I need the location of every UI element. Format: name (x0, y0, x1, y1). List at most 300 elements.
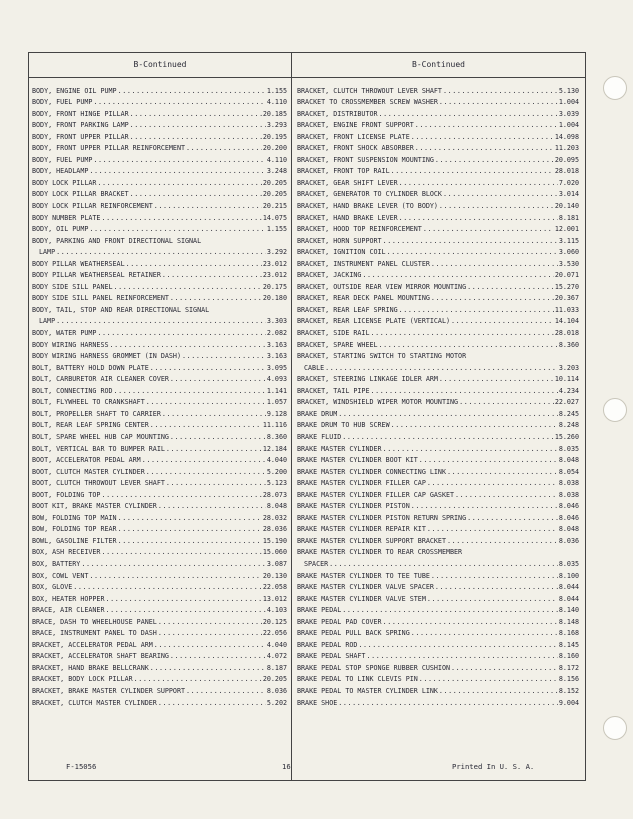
dot-leader (431, 260, 558, 268)
entry-label: BODY, FRONT PARKING LAMP (32, 121, 129, 130)
entry-number: 1.057 (266, 398, 287, 407)
index-entry (297, 83, 579, 95)
entry-number: 20.215 (262, 202, 287, 211)
dot-leader (126, 260, 262, 268)
entry-number: 22.058 (262, 583, 287, 592)
dot-leader (150, 664, 266, 672)
entry-label: BOWL, GASOLINE FILTER (32, 536, 117, 545)
dot-leader (338, 699, 558, 707)
entry-label: BRACKET, FRONT SHOCK ABSORBER (297, 144, 414, 153)
entry-number: 20.185 (262, 109, 287, 118)
dot-leader (158, 502, 266, 510)
entry-label: BRACE, INSTRUMENT PANEL TO DASH (32, 629, 157, 638)
entry-number: 14.104 (554, 317, 579, 326)
index-entry (32, 245, 287, 257)
dot-leader (467, 514, 558, 522)
dot-leader (387, 248, 558, 256)
entry-number: 9.128 (266, 409, 287, 418)
dot-leader (105, 595, 261, 603)
entry-label: BRACKET, FRONT TOP RAIL (297, 167, 390, 176)
index-entry (32, 510, 287, 522)
index-entry (297, 256, 579, 268)
dot-leader (419, 456, 558, 464)
entry-label: CABLE (304, 363, 325, 372)
entry-label: BRACKET, JACKING (297, 271, 362, 280)
entry-label: BODY LOCK PILLAR REINFORCEMENT (32, 202, 153, 211)
entry-label: BRACKET, REAR DECK PANEL MOUNTING (297, 294, 430, 303)
index-entry (32, 672, 287, 684)
entry-label: BODY SIDE SILL PANEL REINFORCEMENT (32, 294, 169, 303)
entry-label: BOLT, CONNECTING ROD (32, 386, 113, 395)
entry-number: 8.187 (266, 663, 287, 672)
index-entry (32, 499, 287, 511)
entry-label: BOX, ASH RECEIVER (32, 548, 101, 557)
entry-number: 8.181 (558, 213, 579, 222)
index-entry (297, 360, 579, 372)
index-entry (32, 418, 287, 430)
entry-number: 15.260 (554, 432, 579, 441)
index-entry (297, 245, 579, 257)
entry-number: 1.004 (558, 98, 579, 107)
index-entry (297, 198, 579, 210)
dot-leader (399, 179, 558, 187)
entry-number: 8.156 (558, 675, 579, 684)
entry-label: BODY PILLAR WEATHERSEAL (32, 259, 125, 268)
entry-label: BOX, HEATER HOPPER (32, 594, 105, 603)
dot-leader (182, 352, 266, 360)
dot-leader (399, 306, 554, 314)
dot-leader (150, 364, 266, 372)
entry-label: BODY, OIL PUMP (32, 225, 89, 234)
dot-leader (329, 560, 558, 568)
dot-leader (435, 156, 554, 164)
entry-label: BRACKET, HOOD TOP REINFORCEMENT (297, 225, 422, 234)
entry-label: BRAKE MASTER CYLINDER VALVE STEM (297, 594, 426, 603)
dot-leader (118, 514, 262, 522)
dot-leader (170, 375, 266, 383)
entry-number: 20.205 (262, 675, 287, 684)
index-entry (297, 453, 579, 465)
entry-number: 8.038 (558, 479, 579, 488)
entry-number: 15.270 (554, 282, 579, 291)
entry-number: 8.046 (558, 513, 579, 522)
entry-number: 20.200 (262, 144, 287, 153)
dot-leader (439, 98, 558, 106)
entry-number: 15.060 (262, 548, 287, 557)
entry-number: 8.172 (558, 663, 579, 672)
index-entry (32, 626, 287, 638)
index-entry (32, 291, 287, 303)
entry-label: BODY PILLAR WEATHERSEAL RETAINER (32, 271, 161, 280)
binder-hole (603, 398, 627, 422)
entry-label: BOX, COWL VENT (32, 571, 89, 580)
entry-number: 28.036 (262, 525, 287, 534)
index-entry (297, 95, 579, 107)
entry-number: 8.360 (266, 432, 287, 441)
dot-leader (114, 283, 262, 291)
entry-number: 20.180 (262, 294, 287, 303)
entry-label: BODY, ENGINE OIL PUMP (32, 86, 117, 95)
index-entry (297, 522, 579, 534)
entry-label: BRAKE PEDAL SHAFT (297, 652, 366, 661)
dot-leader (366, 652, 557, 660)
dot-leader (146, 468, 266, 476)
dot-leader (158, 629, 262, 637)
entry-number: 20.195 (262, 132, 287, 141)
index-entry (297, 429, 579, 441)
index-entry (32, 95, 287, 107)
entry-number: 11.033 (554, 305, 579, 314)
binder-hole (603, 716, 627, 740)
index-entry (32, 637, 287, 649)
entry-number: 12.001 (554, 225, 579, 234)
dot-leader (150, 421, 262, 429)
entry-number: 8.035 (558, 444, 579, 453)
entry-number: 8.148 (558, 617, 579, 626)
entry-label: BODY SIDE SILL PANEL (32, 282, 113, 291)
dot-leader (130, 121, 266, 129)
index-entry (32, 406, 287, 418)
entry-label: BRAKE DRUM (297, 409, 338, 418)
entry-label: BOOT, CLUTCH THROWOUT LEVER SHAFT (32, 479, 165, 488)
entry-number: 22.056 (262, 629, 287, 638)
dot-leader (154, 641, 266, 649)
dot-leader (415, 144, 554, 152)
dot-leader (130, 190, 262, 198)
index-entry (32, 233, 287, 245)
entry-label: BOOT KIT, BRAKE MASTER CYLINDER (32, 502, 157, 511)
entry-number: 8.046 (558, 502, 579, 511)
dot-leader (362, 271, 553, 279)
dot-leader (391, 421, 558, 429)
dot-leader (154, 202, 262, 210)
entry-number: 15.190 (262, 536, 287, 545)
entry-number: 20.140 (554, 202, 579, 211)
index-entry (297, 129, 579, 141)
column-divider (291, 53, 292, 780)
index-entry (32, 649, 287, 661)
entry-number: 4.110 (266, 98, 287, 107)
entry-label: BODY, FUEL PUMP (32, 155, 93, 164)
entry-number: 28.018 (554, 167, 579, 176)
index-entry (297, 233, 579, 245)
entry-label: BRAKE MASTER CYLINDER PISTON (297, 502, 410, 511)
entry-label: BOLT, VERTICAL BAR TO BUMPER RAIL (32, 444, 165, 453)
index-entry (297, 672, 579, 684)
dot-leader (439, 202, 554, 210)
entry-label: BRAKE PEDAL PAD COVER (297, 617, 382, 626)
dot-leader (338, 410, 558, 418)
index-entry (297, 580, 579, 592)
entry-label: BOW, FOLDING TOP REAR (32, 525, 117, 534)
entry-label: BODY, FRONT HINGE PILLAR (32, 109, 129, 118)
index-entry (32, 187, 287, 199)
entry-number: 9.004 (558, 698, 579, 707)
dot-leader (186, 144, 262, 152)
index-entry (297, 533, 579, 545)
index-entry (32, 118, 287, 130)
entry-label: BRACKET, ACCELERATOR PEDAL ARM (32, 640, 153, 649)
entry-label: BRAKE MASTER CYLINDER VALVE SPACER (297, 583, 434, 592)
index-entry (297, 510, 579, 522)
entry-number: 3.039 (558, 109, 579, 118)
dot-leader (170, 294, 262, 302)
entry-label: BRACKET, OUTSIDE REAR VIEW MIRROR MOUNTING (297, 282, 467, 291)
index-entry (297, 441, 579, 453)
index-entry (297, 349, 579, 361)
entry-number: 1.004 (558, 121, 579, 130)
index-entry (32, 210, 287, 222)
entry-label: BRACKET, STEERING LINKAGE IDLER ARM (297, 375, 438, 384)
entry-label: BRACKET, IGNITION COIL (297, 248, 386, 257)
entry-label: BRAKE MASTER CYLINDER FILLER CAP GASKET (297, 490, 455, 499)
entry-label: BRAKE PEDAL PULL BACK SPRING (297, 629, 410, 638)
entry-number: 8.036 (266, 686, 287, 695)
dot-leader (383, 618, 558, 626)
entry-label: BRACKET TO CROSSMEMBER SCREW WASHER (297, 98, 438, 107)
entry-number: 20.130 (262, 571, 287, 580)
index-entry (297, 141, 579, 153)
dot-leader (56, 248, 266, 256)
entry-number: 2.082 (266, 329, 287, 338)
entry-number: 20.205 (262, 190, 287, 199)
index-entry (297, 395, 579, 407)
entry-label: BRACKET, SPARE WHEEL (297, 340, 378, 349)
dot-leader (459, 398, 554, 406)
entry-label: BRAKE MASTER CYLINDER (297, 444, 382, 453)
dot-leader (455, 491, 558, 499)
index-table (28, 52, 586, 781)
index-entry (32, 383, 287, 395)
entry-label: BOOT, ACCELERATOR PEDAL ARM (32, 456, 141, 465)
index-entry (32, 106, 287, 118)
entry-label: BRACKET, FRONT SUSPENSION MOUNTING (297, 155, 434, 164)
index-entry (297, 499, 579, 511)
entry-label: BOLT, REAR LEAF SPRING CENTER (32, 421, 149, 430)
entry-number: 11.116 (262, 421, 287, 430)
entry-number: 3.060 (558, 248, 579, 257)
entry-number: 14.075 (262, 213, 287, 222)
index-entry (297, 268, 579, 280)
index-entry (32, 279, 287, 291)
right-column-header: B-Continued (292, 53, 585, 78)
entry-number: 8.248 (558, 421, 579, 430)
index-entry (297, 406, 579, 418)
index-entry (32, 129, 287, 141)
index-entry (297, 637, 579, 649)
dot-leader (379, 110, 558, 118)
entry-label: BRACE, DASH TO WHEELHOUSE PANEL (32, 617, 157, 626)
index-entry (32, 545, 287, 557)
entry-label: BODY, HEADLAMP (32, 167, 89, 176)
dot-leader (391, 167, 554, 175)
entry-number: 8.145 (558, 640, 579, 649)
entry-label: BRAKE MASTER CYLINDER FILLER CAP (297, 479, 426, 488)
index-entry (32, 603, 287, 615)
dot-leader (325, 364, 558, 372)
entry-label: BRACKET, TAIL PIPE (297, 386, 370, 395)
entry-number: 3.095 (266, 363, 287, 372)
entry-number: 3.530 (558, 259, 579, 268)
entry-number: 3.293 (266, 121, 287, 130)
entry-label: BOLT, PROPELLER SHAFT TO CARRIER (32, 409, 161, 418)
entry-number: 3.014 (558, 190, 579, 199)
index-entry (32, 222, 287, 234)
entry-label: BRAKE PEDAL TO LINK CLEVIS PIN (297, 675, 418, 684)
entry-label: BODY WIRING HARNESS (32, 340, 109, 349)
dot-leader (118, 87, 266, 95)
index-entry (32, 453, 287, 465)
entry-label: BOX, GLOVE (32, 583, 73, 592)
dot-leader (89, 167, 265, 175)
index-entry (297, 164, 579, 176)
dot-leader (130, 110, 262, 118)
dot-leader (419, 675, 558, 683)
entry-label: BRACKET, CLUTCH THROWOUT LEVER SHAFT (297, 86, 442, 95)
entry-label: BRAKE SHOE (297, 698, 338, 707)
dot-leader (467, 283, 554, 291)
index-entry (297, 568, 579, 580)
index-entry (297, 660, 579, 672)
entry-number: 28.032 (262, 513, 287, 522)
entry-label: BODY WIRING HARNESS GROMMET (IN DASH) (32, 352, 181, 361)
index-entry (297, 695, 579, 707)
dot-leader (342, 433, 554, 441)
binder-hole (603, 76, 627, 100)
index-entry (297, 210, 579, 222)
entry-number: 20.205 (262, 178, 287, 187)
entry-number: 8.360 (558, 340, 579, 349)
index-entry (32, 175, 287, 187)
entry-label: BRACKET, INSTRUMENT PANEL CLUSTER (297, 259, 430, 268)
index-entry (297, 418, 579, 430)
dot-leader (451, 317, 554, 325)
index-entry (297, 175, 579, 187)
entry-label: BOLT, CARBURETOR AIR CLEANER COVER (32, 375, 169, 384)
index-entry (32, 591, 287, 603)
index-entry (297, 187, 579, 199)
entry-label: BRACKET, REAR LICENSE PLATE (VERTICAL) (297, 317, 450, 326)
index-entry (297, 106, 579, 118)
dot-leader (411, 629, 558, 637)
entry-label: BRAKE MASTER CYLINDER TO TEE TUBE (297, 571, 430, 580)
entry-label: BOW, FOLDING TOP MAIN (32, 513, 117, 522)
entry-label: BRACKET, WINDSHIELD WIPER MOTOR MOUNTING (297, 398, 459, 407)
index-entry (297, 464, 579, 476)
entry-label: BOOT, FOLDING TOP (32, 490, 101, 499)
entry-number: 5.200 (266, 467, 287, 476)
entry-label: SPACER (304, 559, 329, 568)
entry-label: BRACKET, HAND BRAKE LEVER (297, 213, 398, 222)
form-number: F-15056 (66, 762, 97, 771)
entry-label: BRACE, AIR CLEANER (32, 606, 105, 615)
entry-number: 8.036 (558, 536, 579, 545)
index-entry (32, 268, 287, 280)
entry-number: 8.048 (558, 456, 579, 465)
dot-leader (73, 583, 262, 591)
index-entry (297, 614, 579, 626)
dot-leader (186, 687, 266, 695)
index-entry (32, 198, 287, 210)
dot-leader (101, 491, 261, 499)
index-entry (297, 222, 579, 234)
index-entry (297, 626, 579, 638)
entry-label: BRACKET, HAND BRAKE LEVER (TO BODY) (297, 202, 438, 211)
dot-leader (370, 387, 557, 395)
entry-number: 20.125 (262, 617, 287, 626)
dot-leader (447, 468, 558, 476)
index-entry (32, 614, 287, 626)
entry-number: 3.248 (266, 167, 287, 176)
entry-label: BRACKET, SIDE RAIL (297, 329, 370, 338)
dot-leader (411, 502, 558, 510)
entry-number: 13.012 (262, 594, 287, 603)
entry-number: 11.203 (554, 144, 579, 153)
index-entry (32, 487, 287, 499)
index-entry (32, 683, 287, 695)
entry-number: 28.018 (554, 329, 579, 338)
dot-leader (158, 699, 266, 707)
entry-number: 4.040 (266, 456, 287, 465)
left-column-header: B-Continued (29, 53, 291, 78)
entry-number: 3.303 (266, 317, 287, 326)
dot-leader (170, 433, 266, 441)
dot-leader (89, 572, 261, 580)
dot-leader (435, 583, 558, 591)
entry-number: 8.035 (558, 559, 579, 568)
index-entry (32, 476, 287, 488)
entry-number: 1.141 (266, 386, 287, 395)
index-entry (32, 464, 287, 476)
index-entry (297, 279, 579, 291)
index-entry (32, 522, 287, 534)
index-entry (297, 603, 579, 615)
entry-label: BRAKE PEDAL (297, 606, 342, 615)
entry-label: BRAKE MASTER CYLINDER TO REAR CROSSMEMBER (297, 548, 463, 557)
entry-number: 10.114 (554, 375, 579, 384)
index-entry (32, 141, 287, 153)
entry-number: 20.367 (554, 294, 579, 303)
index-entry (32, 152, 287, 164)
entry-number: 8.140 (558, 606, 579, 615)
entry-number: 3.087 (266, 559, 287, 568)
entry-number: 12.184 (262, 444, 287, 453)
dot-leader (110, 341, 266, 349)
index-entry (297, 545, 579, 557)
index-entry (297, 683, 579, 695)
entry-label: BRACKET, BODY LOCK PILLAR (32, 675, 133, 684)
entry-number: 1.155 (266, 86, 287, 95)
index-entry (32, 695, 287, 707)
entry-label: BOLT, FLYWHEEL TO CRANKSHAFT (32, 398, 145, 407)
index-entry (32, 164, 287, 176)
dot-leader (427, 479, 558, 487)
entry-number: 28.073 (262, 490, 287, 499)
entry-number: 8.168 (558, 629, 579, 638)
dot-leader (166, 479, 266, 487)
dot-leader (370, 329, 553, 337)
entry-number: 8.044 (558, 583, 579, 592)
entry-label: BRAKE MASTER CYLINDER REPAIR KIT (297, 525, 426, 534)
dot-leader (142, 456, 266, 464)
index-entry (297, 591, 579, 603)
entry-number: 5.130 (558, 86, 579, 95)
entry-label: BODY NUMBER PLATE (32, 213, 101, 222)
dot-leader (130, 133, 262, 141)
index-entry (297, 649, 579, 661)
index-entry (297, 118, 579, 130)
entry-label: BRACKET, CLUTCH MASTER CYLINDER (32, 698, 157, 707)
